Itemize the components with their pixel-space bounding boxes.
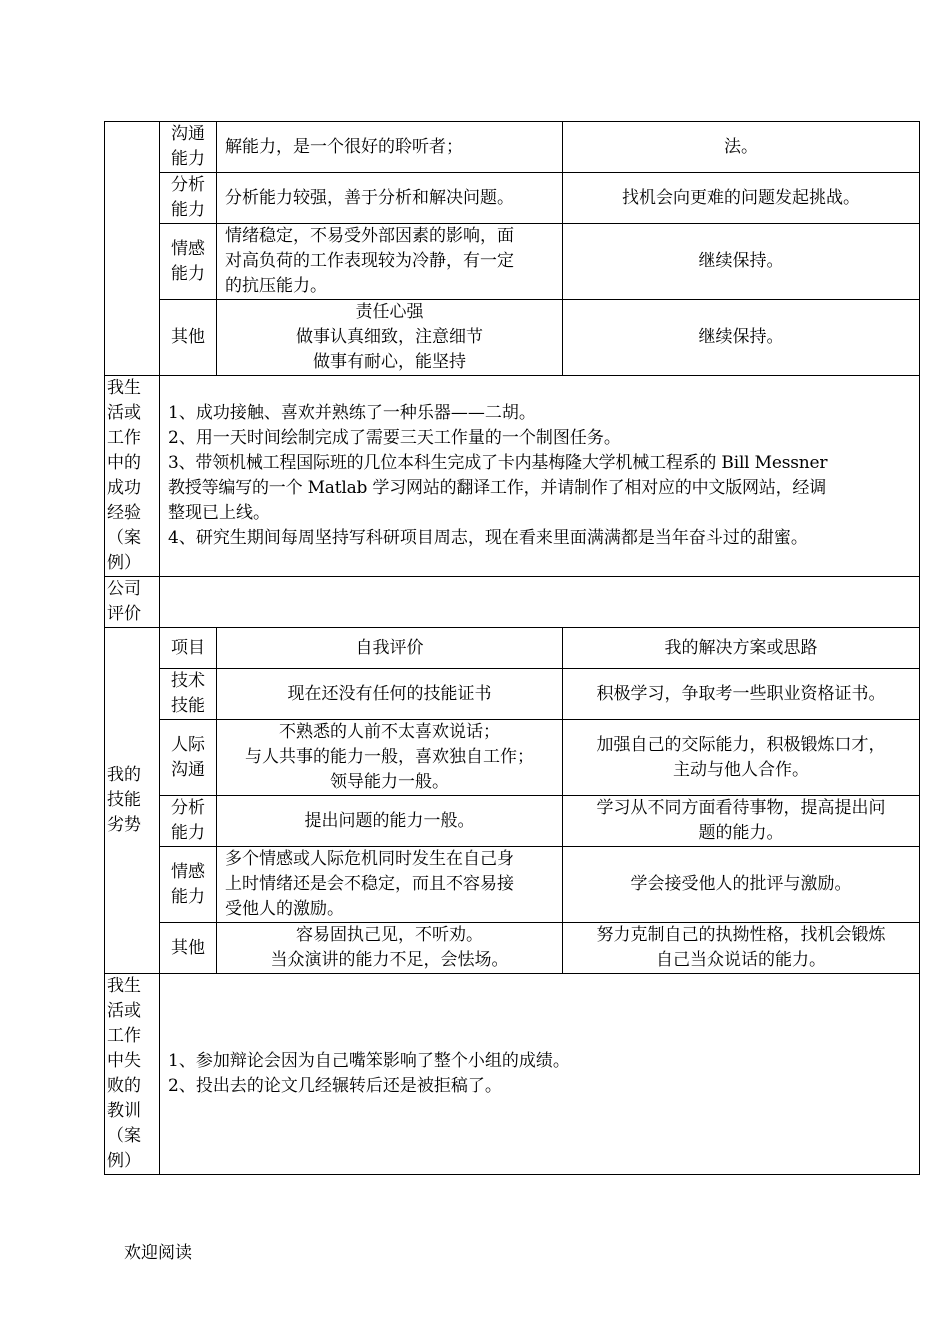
weakness-item: 其他	[160, 923, 217, 974]
weakness-self-eval: 多个情感或人际危机同时发生在自己身 上时情绪还是会不稳定，而且不容易接 受他人的激励。	[217, 847, 563, 923]
failure-label: 我生 活或 工作 中失 败的 教训 （案 例）	[105, 974, 160, 1175]
company-eval-row	[105, 577, 920, 628]
header-item: 项目	[160, 628, 217, 669]
success-label: 我生 活或 工作 中的 成功 经验 （案 例）	[105, 376, 160, 577]
strength-plan: 法。	[563, 122, 920, 173]
weakness-row-tech	[105, 669, 920, 720]
weakness-plan: 加强自己的交际能力，积极锻炼口才， 主动与他人合作。	[563, 720, 920, 796]
weakness-header-row	[105, 628, 920, 669]
weakness-self-eval: 容易固执己见，不听劝。 当众演讲的能力不足，会怯场。	[217, 923, 563, 974]
failure-row	[105, 974, 920, 1175]
weakness-row-analysis	[105, 796, 920, 847]
weakness-plan: 积极学习，争取考一些职业资格证书。	[563, 669, 920, 720]
weakness-self-eval: 提出问题的能力一般。	[217, 796, 563, 847]
weakness-plan: 学习从不同方面看待事物，提高提出问 题的能力。	[563, 796, 920, 847]
company-eval-content	[160, 577, 920, 628]
weakness-plan: 学会接受他人的批评与激励。	[563, 847, 920, 923]
strength-plan: 找机会向更难的问题发起挑战。	[563, 173, 920, 224]
strength-plan: 继续保持。	[563, 224, 920, 300]
success-row	[105, 376, 920, 577]
strength-item: 其他	[160, 300, 217, 376]
header-self-eval: 自我评价	[217, 628, 563, 669]
weakness-row-other	[105, 923, 920, 974]
strengths-label-cell	[105, 122, 160, 376]
header-plan: 我的解决方案或思路	[563, 628, 920, 669]
weakness-row-emotion	[105, 847, 920, 923]
company-eval-label: 公司 评价	[105, 577, 160, 628]
weakness-item: 人际 沟通	[160, 720, 217, 796]
strength-self-eval: 解能力，是一个很好的聆听者；	[217, 122, 563, 173]
weakness-self-eval: 不熟悉的人前不太喜欢说话； 与人共事的能力一般，喜欢独自工作； 领导能力一般。	[217, 720, 563, 796]
weakness-item: 技术 技能	[160, 669, 217, 720]
strength-item: 分析 能力	[160, 173, 217, 224]
success-content: 1、成功接触、喜欢并熟练了一种乐器——二胡。 2、用一天时间绘制完成了需要三天工作量的一个制图任务。 3、带领机械工程国际班的几位本科生完成了卡内基梅隆大学机械工程系的 Bill Messner 教授等编写的一个 Matlab 学习网站的翻译工作，并请制作了相对应的中文版网站，经调 整现已上线。 4、研究生期间每周坚持写科研项目周志，现在看来里面满满都是当年奋斗过的甜蜜。	[160, 376, 920, 577]
weakness-self-eval: 现在还没有任何的技能证书	[217, 669, 563, 720]
weakness-item: 分析 能力	[160, 796, 217, 847]
weakness-item: 情感 能力	[160, 847, 217, 923]
strength-item: 沟通 能力	[160, 122, 217, 173]
strength-row-analysis	[105, 173, 920, 224]
weakness-plan: 努力克制自己的执拗性格，找机会锻炼 自己当众说话的能力。	[563, 923, 920, 974]
weakness-label: 我的 技能 劣势	[105, 628, 160, 974]
failure-content: 1、参加辩论会因为自己嘴笨影响了整个小组的成绩。 2、投出去的论文几经辗转后还是被拒稿了。	[160, 974, 920, 1175]
strength-row-communication	[105, 122, 920, 173]
strength-row-other	[105, 300, 920, 376]
strength-self-eval: 情绪稳定，不易受外部因素的影响，面 对高负荷的工作表现较为冷静，有一定 的抗压能力。	[217, 224, 563, 300]
strength-row-emotion	[105, 224, 920, 300]
career-analysis-table	[104, 121, 920, 1175]
strength-plan: 继续保持。	[563, 300, 920, 376]
weakness-row-interpersonal	[105, 720, 920, 796]
strength-self-eval: 分析能力较强，善于分析和解决问题。	[217, 173, 563, 224]
strength-self-eval: 责任心强 做事认真细致，注意细节 做事有耐心，能坚持	[217, 300, 563, 376]
footer-text: 欢迎阅读	[124, 1243, 192, 1263]
strength-item: 情感 能力	[160, 224, 217, 300]
